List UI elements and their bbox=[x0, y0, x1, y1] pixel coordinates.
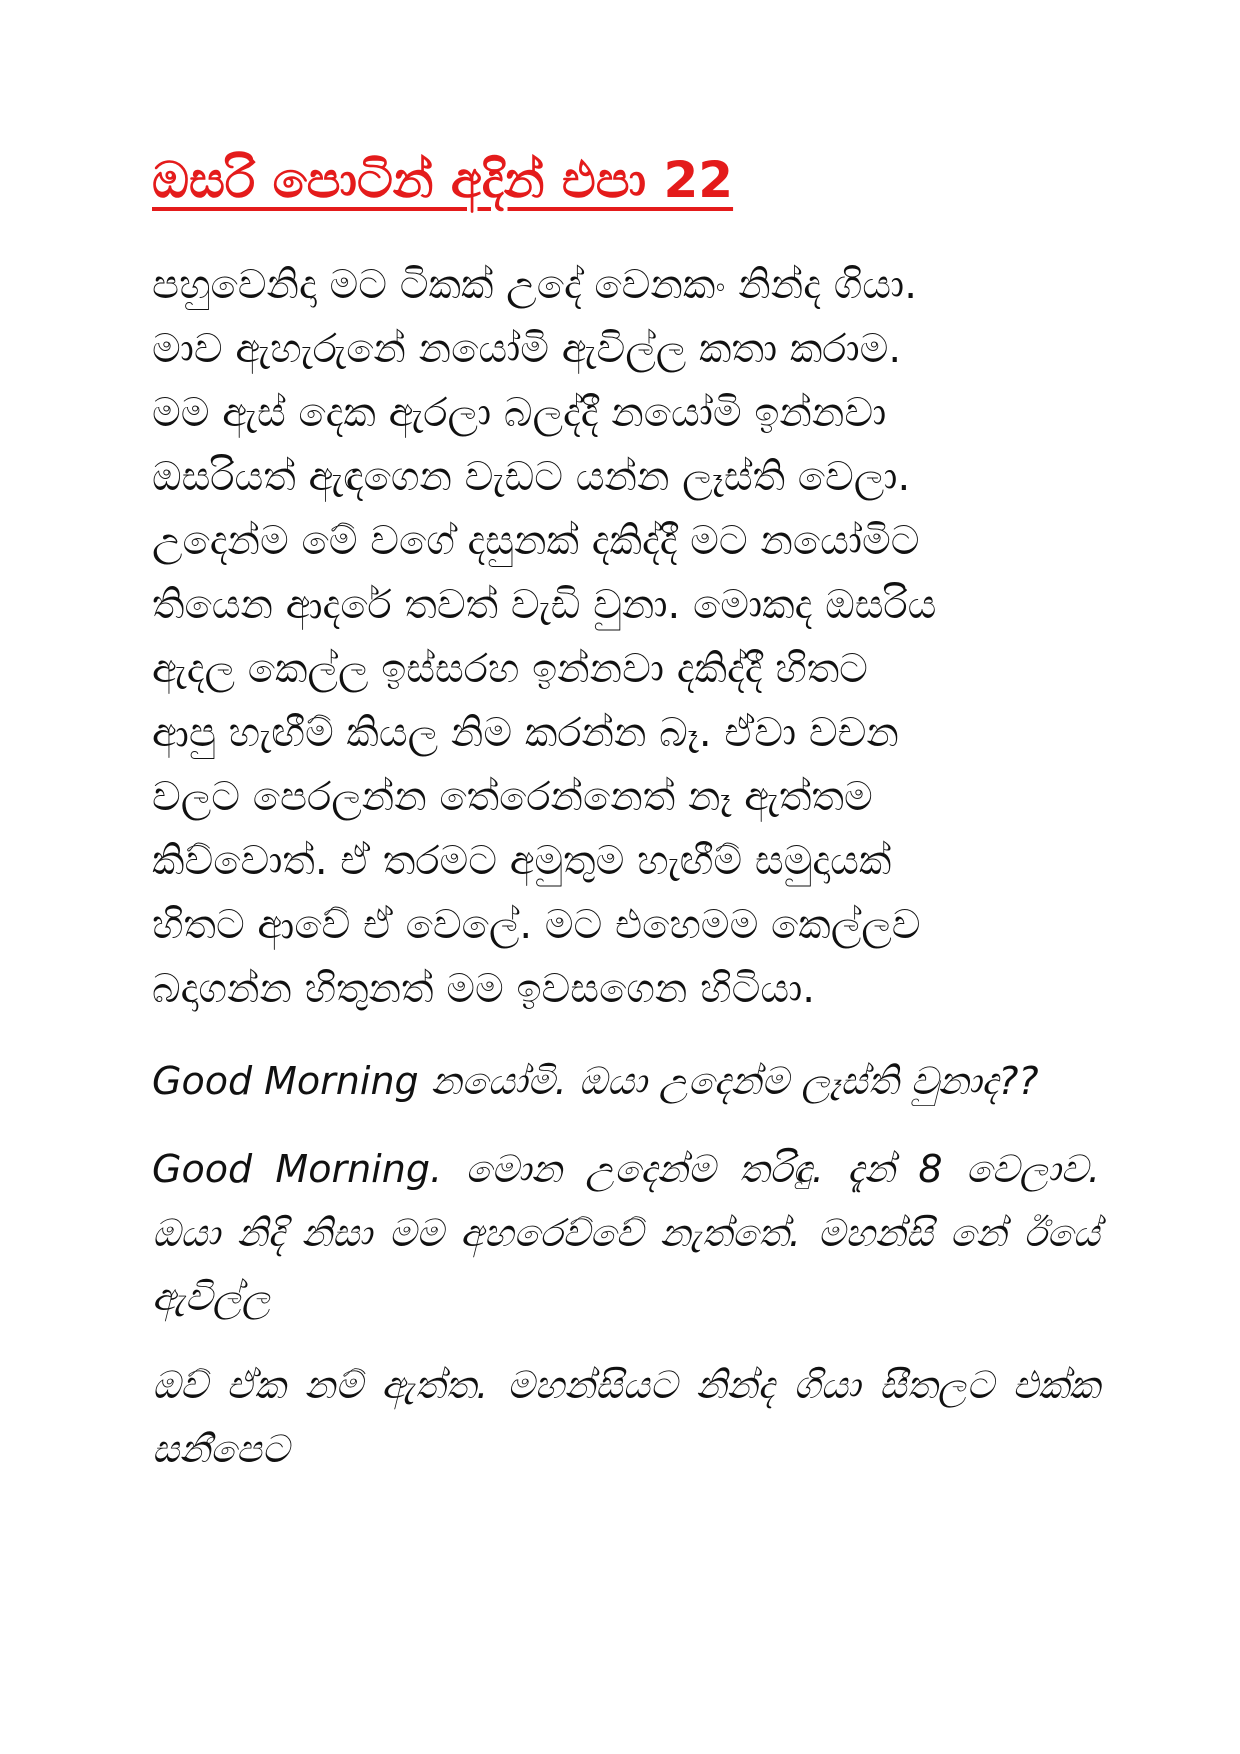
narrative-line: බදාගන්න හිතුනත් මම ඉවසගෙන හිටියා. bbox=[152, 966, 815, 1012]
narrative-paragraph bbox=[152, 253, 1100, 1021]
narrative-line: පහුවෙනිදා මට ටිකක් උදේ වෙනකං නින්ද ගියා. bbox=[152, 262, 917, 308]
dialogue-paragraph: ඔව් ඒක නම් ඇත්ත. මහන්සියට නින්ද ගියා සීතලට එක්ක සනීපෙට bbox=[152, 1363, 1100, 1471]
narrative-line: හිතට ආවේ ඒ වෙලේ. මට එහෙමම කෙල්ලව bbox=[152, 902, 921, 948]
narrative-line: මම ඇස් දෙක ඇරලා බලද්දී නයෝමි ඉන්නවා bbox=[152, 390, 887, 436]
narrative-line: ඔසරියත් ඇඳගෙන වැඩට යන්න ලෑස්ති වෙලා. bbox=[152, 454, 911, 500]
narrative-line: ආපු හැඟීම් කියල නිම කරන්න බෑ. ඒවා වචන bbox=[152, 710, 899, 756]
chapter-title: ඔසරි පොටින් අදින් එපා 22 bbox=[152, 151, 734, 209]
narrative-line: උදෙන්ම මේ වගේ දසුනක් දකිද්දී මට නයෝමිට bbox=[152, 518, 920, 564]
dialogue-paragraph: Good Morning නයෝමි. ඔයා උදෙන්ම ලෑස්ති වුනාද?? bbox=[152, 1059, 1039, 1103]
dialogue-paragraph: Good Morning. මොන උදෙන්ම තරිඳු. දැන් 8 වෙලාව. ඔයා නිදි නිසා මම අහරෙව්වේ නැත්තේ. මහන්සි නේ ඊයේ ඇවිල්ල bbox=[152, 1147, 1100, 1319]
narrative-line: මාව ඇහැරුනේ නයෝමි ඇවිල්ල කතා කරාම. bbox=[152, 326, 902, 372]
narrative-line: වලට පෙරලන්න තේරෙන්නෙත් නෑ ඇත්තම bbox=[152, 774, 873, 820]
narrative-line: කිව්වොත්. ඒ තරමට අමුතුම හැඟීම් සමුදායක් bbox=[152, 838, 892, 884]
narrative-line: ඇදල කෙල්ල ඉස්සරහ ඉන්නවා දකිද්දී හිතට bbox=[152, 646, 868, 692]
narrative-line: තියෙන ආදරේ තවත් වැඩි වුනා. මොකද ඔසරිය bbox=[152, 582, 937, 628]
